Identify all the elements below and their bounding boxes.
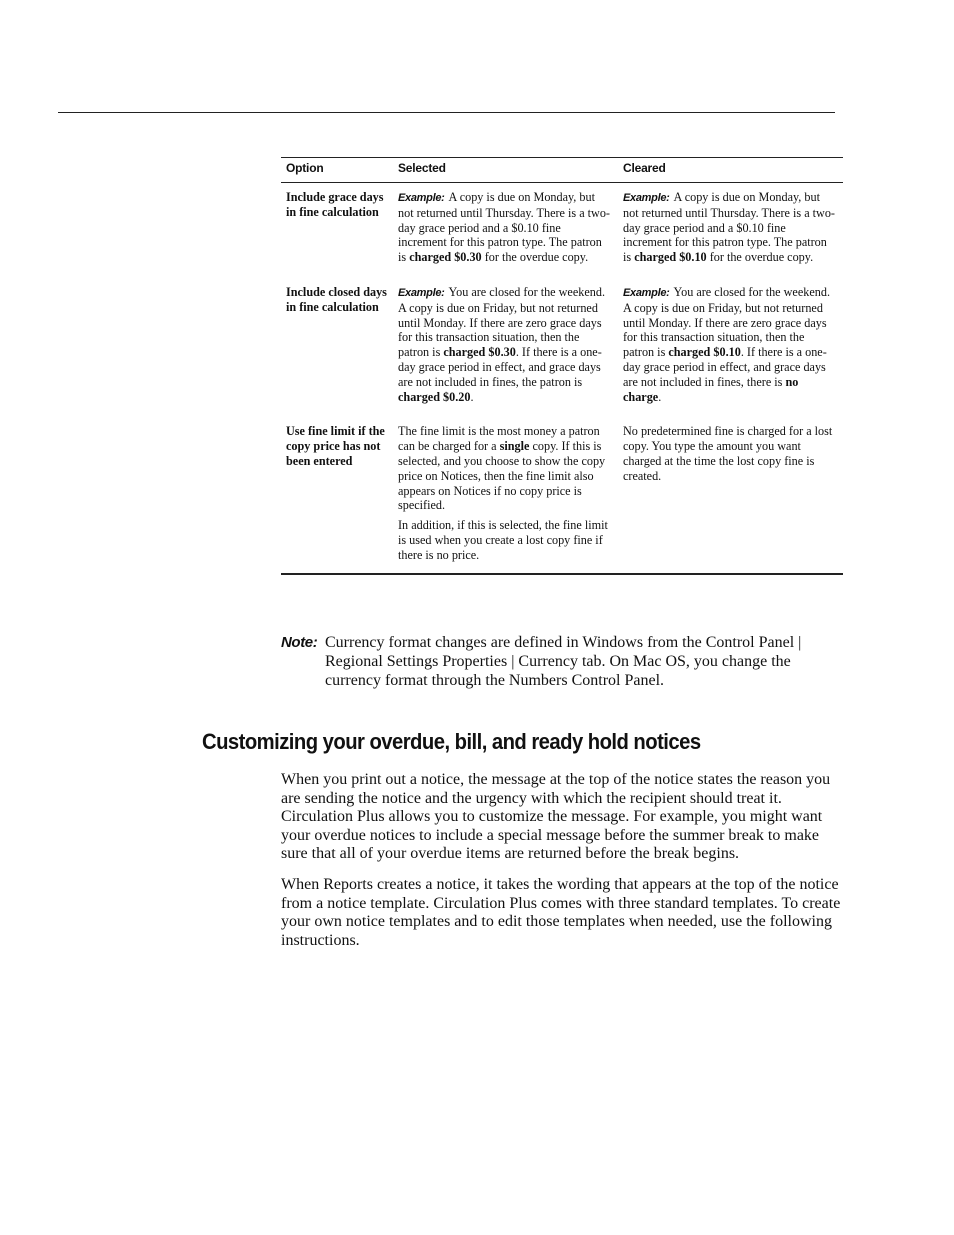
- fine-options-table-wrap: [281, 157, 843, 575]
- selected-cell: [393, 424, 618, 573]
- cleared-cell: [618, 183, 843, 285]
- cleared-cell: [618, 424, 843, 573]
- cell-text: . If there is a one-day grace period in effect, and grace days are not included in fines, the patron is: [398, 345, 602, 389]
- cell-text: copy. If this is selected, and you choose to show the copy price on Notices, then the fine limit also appears on Notices if no copy price is specified.: [398, 439, 606, 513]
- section-body: [281, 771, 843, 962]
- table-header-row: [281, 158, 843, 183]
- table-row: [281, 424, 843, 573]
- cell-bold-text: charged $0.30: [409, 250, 482, 265]
- example-label: Example:: [398, 192, 445, 204]
- note-text: Currency format changes are defined in Windows from the Control Panel | Regional Settings Properties | Currency tab. On Mac OS, you change the currency format through the Numbers Control Panel.: [325, 634, 802, 689]
- cell-bold-text: single: [499, 439, 530, 454]
- option-name: Use fine limit if the copy price has not been entered: [286, 424, 385, 468]
- fine-options-table: [281, 157, 843, 575]
- cell-text: You are closed for the weekend. A copy is due on Friday, but not returned until Monday. If there are zero grace days for this transaction situation, then the patron is: [398, 284, 605, 360]
- table-row: [281, 285, 843, 424]
- cell-bold-text: no charge: [623, 374, 799, 404]
- cell-text: for the overdue copy.: [481, 250, 589, 265]
- body-paragraph: When you print out a notice, the message at the top of the notice states the reason you are sending the notice and the urgency with which the recipient should treat it. Circulation Plus allows you to customize the message. For example, you might want your overdue notices to include a special message before the summer break to make sure that all of your overdue items are returned before the break begins.: [281, 771, 831, 863]
- cell-paragraph: In addition, if this is selected, the fine limit is used when you create a lost copy fine if there is no price.: [398, 518, 608, 562]
- cell-text: You are closed for the weekend. A copy is due on Friday, but not returned until Monday. If there are zero grace days for this transaction situation, then the patron is: [623, 284, 830, 360]
- note-label: Note:: [281, 634, 318, 651]
- cell-text: The fine limit is the most money a patron can be charged for a: [398, 424, 600, 454]
- selected-cell: [393, 285, 618, 424]
- header-rule: [58, 112, 835, 113]
- cell-text: A copy is due on Monday, but not returned until Thursday. There is a two-day grace period and a $0.10 fine increment for this patron type. The patron is: [623, 190, 835, 265]
- cell-text: .: [470, 389, 474, 404]
- example-label: Example:: [623, 192, 670, 204]
- body-paragraph: When Reports creates a notice, it takes the wording that appears at the top of the notice from a notice template. Circulation Plus comes with three standard templates. To create your own notice templates and to edit those templates when needed, use the following instructions.: [281, 875, 841, 949]
- example-label: Example:: [398, 286, 445, 299]
- cell-text: No predetermined fine is charged for a lost copy. You type the amount you want charged at the time the lost copy fine is created.: [623, 424, 833, 483]
- cell-bold-text: charged $0.10: [634, 250, 707, 265]
- section-heading: Customizing your overdue, bill, and ready hold notices: [202, 729, 701, 754]
- cell-text: . If there is a one-day grace period in effect, and grace days are not included in fines, there is: [623, 345, 827, 389]
- option-name: Include closed days in fine calculation: [286, 284, 387, 314]
- option-name: Include grace days in fine calculation: [286, 190, 384, 219]
- table-row: [281, 183, 843, 285]
- cell-bold-text: charged $0.30: [443, 345, 516, 360]
- currency-note: [281, 633, 843, 690]
- selected-cell: [393, 183, 618, 285]
- cleared-cell: [618, 285, 843, 424]
- cell-text: A copy is due on Monday, but not returned until Thursday. There is a two-day grace period and a $0.10 fine increment for this patron type. The patron is: [398, 190, 610, 265]
- cell-bold-text: charged $0.10: [668, 345, 741, 360]
- cell-bold-text: charged $0.20: [398, 389, 471, 404]
- cell-text: for the overdue copy.: [706, 250, 814, 265]
- cell-paragraph: [398, 424, 612, 513]
- example-label: Example:: [623, 286, 670, 299]
- cell-text: .: [658, 389, 662, 404]
- header-option: Option: [281, 158, 393, 183]
- header-selected: Selected: [393, 158, 618, 183]
- header-cleared: Cleared: [618, 158, 843, 183]
